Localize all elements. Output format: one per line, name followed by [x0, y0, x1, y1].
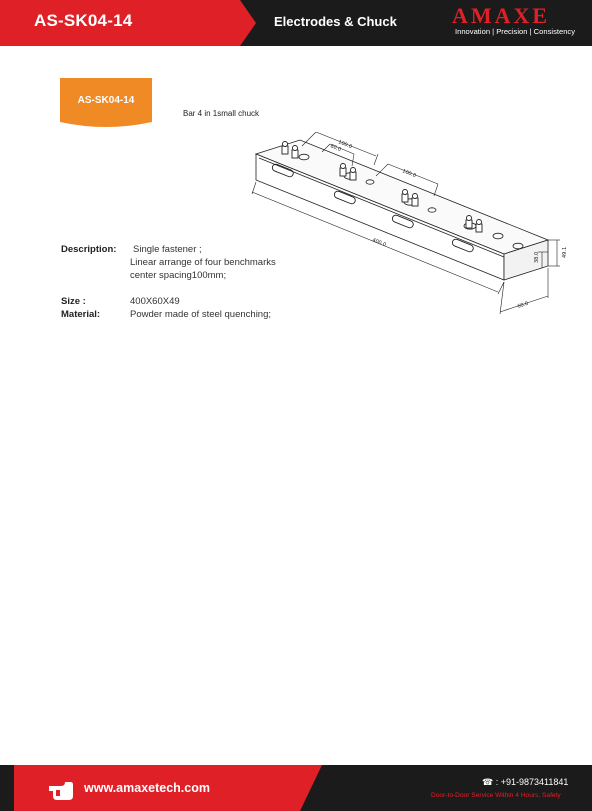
description-line-2: Linear arrange of four benchmarks: [130, 257, 276, 268]
dim-label-60: 60.0: [516, 300, 530, 310]
chuck-bar-drawing: [242, 132, 574, 320]
header-bar: [0, 0, 592, 46]
phone-contact: [482, 777, 568, 788]
dim-label-1: 100.0: [337, 139, 353, 151]
material-label: Material:: [61, 309, 101, 320]
brand-logo: AMAXE: [452, 3, 551, 28]
size-value: 400X60X49: [130, 296, 180, 307]
material-value: Powder made of steel quenching;: [130, 309, 272, 320]
website-link[interactable]: www.amaxetech.com: [84, 781, 210, 795]
brand-tagline: Innovation | Precision | Consistency: [455, 27, 576, 36]
description-line-3: center spacing100mm;: [130, 270, 227, 281]
badge-label: AS-SK04-14: [77, 95, 135, 106]
category-title: Electrodes & Chuck: [274, 14, 397, 29]
description-line-1: Single fastener ;: [133, 244, 202, 255]
description-label: Description:: [61, 244, 117, 255]
product-caption: Bar 4 in 1small chuck: [183, 109, 260, 118]
product-code-title: AS-SK04-14: [34, 11, 133, 30]
phone-number: : +91-9873411841: [495, 777, 569, 787]
dim-label-49: 49.1: [562, 246, 568, 258]
hand-pointer-icon: [47, 776, 75, 802]
dim-label-38: 38.0: [534, 251, 540, 263]
dim-label-2: 60.0: [329, 143, 342, 154]
size-label: Size :: [61, 296, 86, 307]
dim-label-3: 100.0: [401, 168, 417, 180]
phone-icon: ☎: [482, 777, 494, 787]
service-tagline: Door-to-Door Service Within 4 Hours, Safety: [431, 792, 561, 799]
dim-label-400: 400.0: [371, 237, 387, 249]
